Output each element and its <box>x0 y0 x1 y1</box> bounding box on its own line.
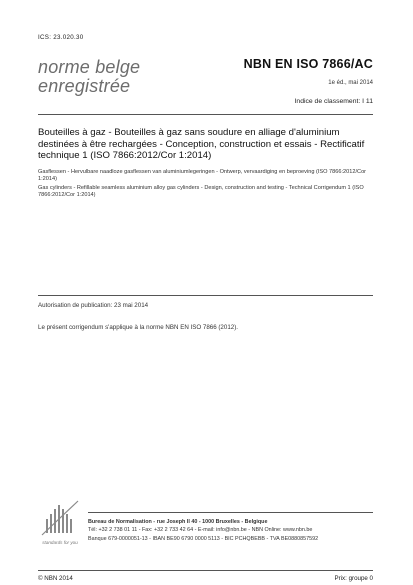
body-divider <box>38 295 373 296</box>
contact-bank: Banque 679-0000051-13 - IBAN BE90 6790 0000 5113 - BIC PCHQBEBB - TVA BE0880857592 <box>88 535 319 542</box>
brand-label <box>38 58 140 96</box>
edition-date: 1e éd., mai 2014 <box>328 80 373 86</box>
brand-line-2: enregistrée <box>38 76 131 96</box>
brand-line-1: norme belge <box>38 57 141 77</box>
publication-authorization: Autorisation de publication: 23 mai 2014 <box>38 302 149 309</box>
contact-address: Bureau de Normalisation - rue Joseph II 40 - 1000 Bruxelles - Belgique <box>88 519 268 525</box>
contact-block <box>88 518 378 543</box>
footer-divider <box>38 570 373 571</box>
title-dutch: Gasflessen - Hervulbare naadloze gasflessen van aluminiumlegeringen - Ontwerp, vervaardiging en beproeving (ISO 7866:2012/Cor 1:2014) <box>38 169 367 182</box>
standard-number: NBN EN ISO 7866/AC <box>243 57 373 71</box>
logo-tagline: standards for you <box>42 540 78 545</box>
price-group: Prix: groupe 0 <box>334 575 373 582</box>
title-english: Gas cylinders - Refillable seamless aluminium alloy gas cylinders - Design, construction and testing - Technical Corrigendum 1 (ISO 7866:2012/Cor 1:2014) <box>38 185 364 198</box>
copyright: © NBN 2014 <box>38 575 73 582</box>
contact-phone-email: Tél: +32 2 738 01 11 - Fax: +32 2 733 42 64 - E-mail: info@nbn.be - NBN Online: www.nbn.be <box>88 527 313 534</box>
nbn-logo-icon <box>38 495 82 539</box>
classification-index: Indice de classement: I 11 <box>294 98 373 105</box>
nbn-logo <box>38 495 82 550</box>
header-divider <box>38 114 373 115</box>
corrigendum-note: Le présent corrigendum s'applique à la norme NBN EN ISO 7866 (2012). <box>38 324 238 331</box>
contact-divider <box>88 512 373 513</box>
title-french: Bouteilles à gaz - Bouteilles à gaz sans soudure en alliage d'aluminium destinées à être rechargées - Conception, construction et essais - Rectificatif technique 1 (ISO 7866:2012/Cor 1:2014) <box>38 127 365 161</box>
ics-code: ICS: 23.020.30 <box>38 34 84 41</box>
